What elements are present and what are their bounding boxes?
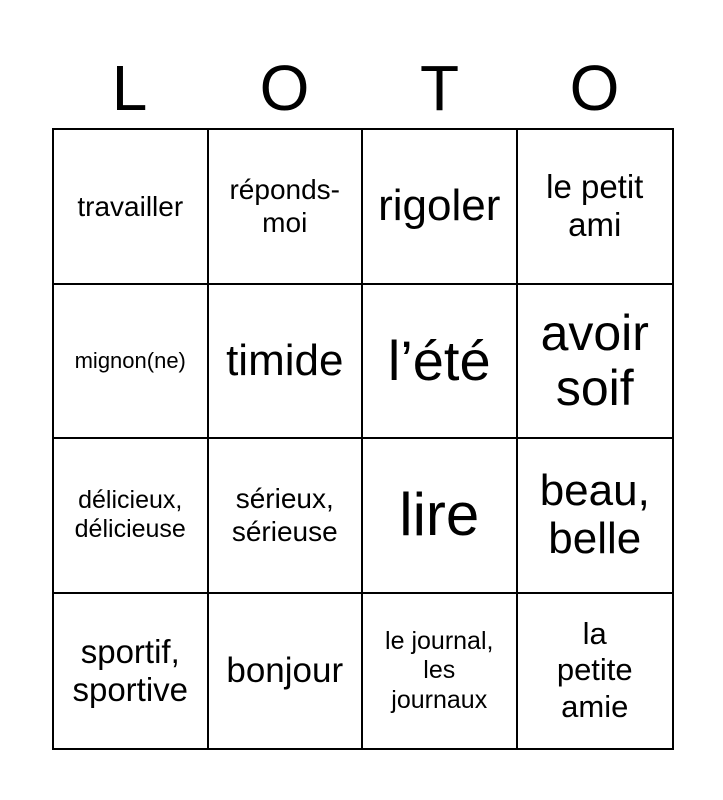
bingo-cell-r3c3[interactable]	[363, 439, 518, 594]
bingo-cell-r3c2[interactable]	[209, 439, 364, 594]
cell-text: rigoler	[378, 181, 501, 231]
bingo-cell-r1c1[interactable]	[54, 130, 209, 285]
header-letter-l: L	[111, 52, 148, 124]
bingo-cell-r3c4[interactable]	[518, 439, 673, 594]
bingo-cell-r2c3[interactable]	[363, 285, 518, 440]
bingo-cell-r1c3[interactable]	[363, 130, 518, 285]
cell-text: timide	[226, 335, 344, 385]
bingo-cell-r2c4[interactable]	[518, 285, 673, 440]
cell-text: travailler	[77, 190, 184, 222]
bingo-header	[52, 52, 672, 124]
cell-text: sportif, sportive	[72, 632, 189, 708]
bingo-cell-r2c2[interactable]	[209, 285, 364, 440]
cell-text: le journal, les journaux	[385, 626, 494, 714]
cell-text: mignon(ne)	[74, 347, 186, 373]
bingo-cell-r4c4[interactable]	[518, 594, 673, 749]
header-letter-o: O	[259, 52, 310, 124]
header-letter-o-2: O	[569, 52, 620, 124]
bingo-cell-r1c2[interactable]	[209, 130, 364, 285]
cell-text: réponds- moi	[229, 174, 340, 239]
cell-text: sérieux, sérieuse	[231, 483, 338, 548]
bingo-board	[52, 128, 674, 750]
cell-text: l’été	[387, 328, 491, 392]
cell-text: la petite amie	[556, 615, 633, 725]
cell-text: beau, belle	[539, 465, 650, 564]
cell-text: le petit ami	[546, 168, 644, 244]
bingo-cell-r1c4[interactable]	[518, 130, 673, 285]
bingo-cell-r4c3[interactable]	[363, 594, 518, 749]
header-letter-t: T	[419, 52, 460, 124]
bingo-cell-r4c2[interactable]	[209, 594, 364, 749]
cell-text: délicieux, délicieuse	[74, 485, 186, 544]
cell-text: avoir soif	[540, 304, 649, 416]
bingo-cell-r3c1[interactable]	[54, 439, 209, 594]
cell-text: lire	[399, 481, 480, 549]
bingo-cell-r2c1[interactable]	[54, 285, 209, 440]
bingo-cell-r4c1[interactable]	[54, 594, 209, 749]
cell-text: bonjour	[226, 650, 344, 690]
